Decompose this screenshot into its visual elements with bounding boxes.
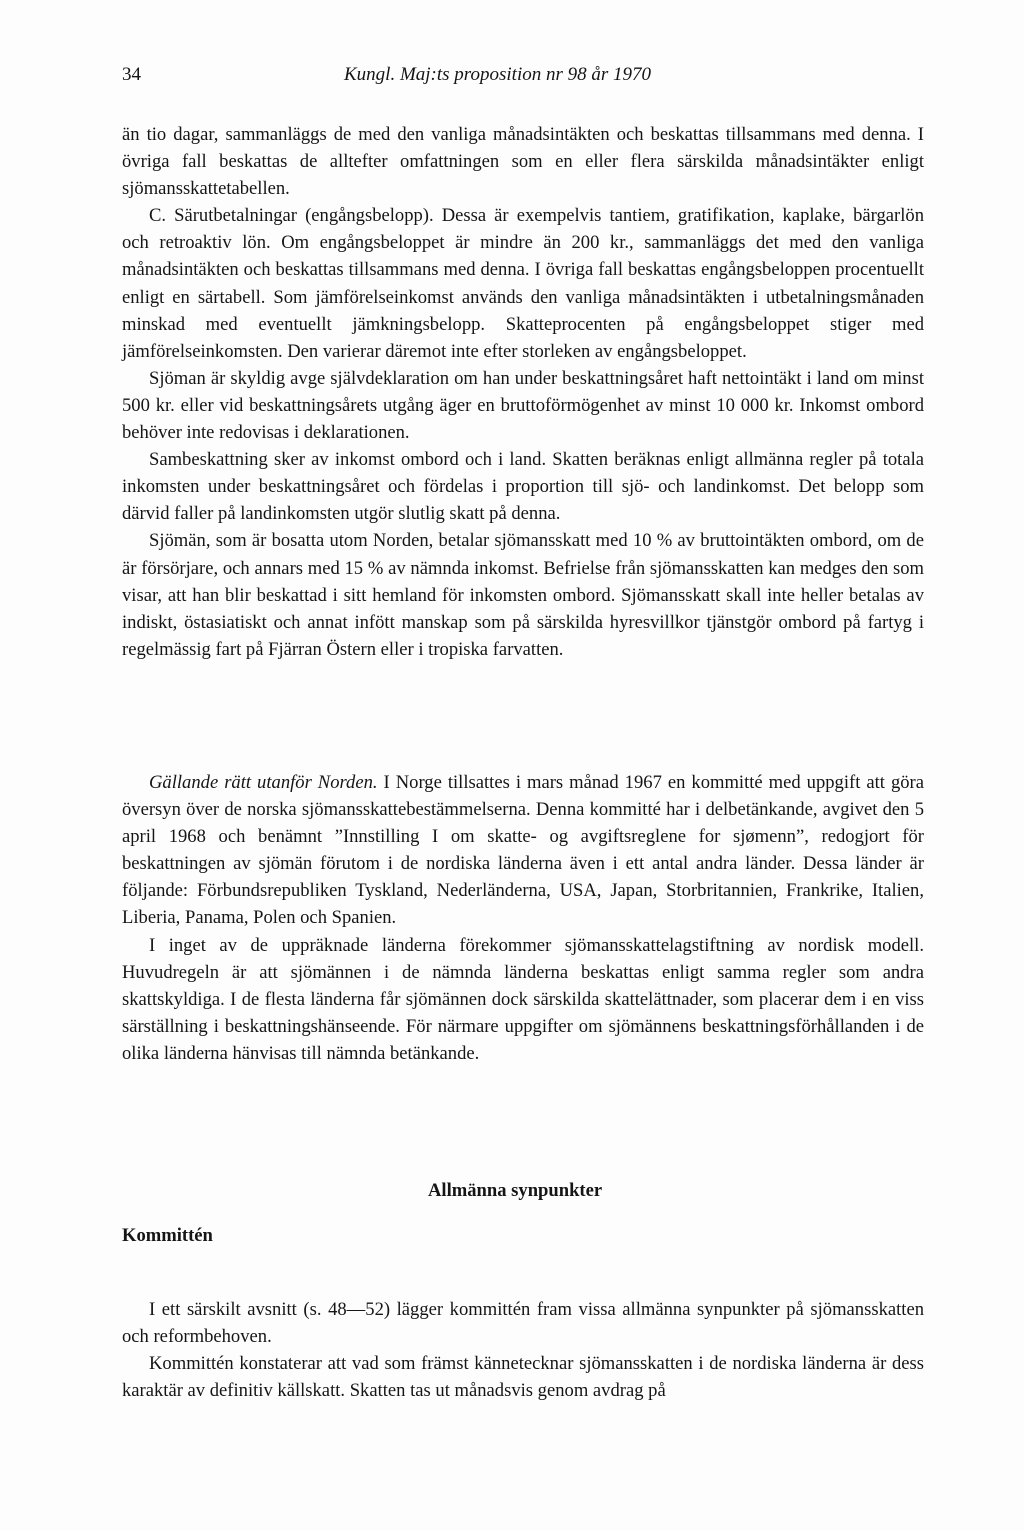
paragraph-text: I Norge tillsattes i mars månad 1967 en kommitté med uppgift att göra översyn över de norska sjömansskattebestämmelserna. Denna kommitté har i delbetänkande, avgivet den 5 april 1968 och benämnt ”Innstilling I om skatte- og avgiftsreglene for sjømenn”, redogjort för beskattningen av sjömän förutom i de nordiska länderna även i ett antal andra länder. Dessa länder är följande: Förbundsrepubliken Tyskland, Nederländerna, USA, Japan, Storbritannien, Frankrike, Italien, Liberia, Panama, Polen och Spanien. xyxy=(122,772,924,929)
paragraph xyxy=(122,769,924,932)
paragraph: I ett särskilt avsnitt (s. 48—52) lägger kommittén fram vissa allmänna synpunkter på sjömansskatten och reformbehoven. xyxy=(122,1299,924,1348)
italic-lead: Gällande rätt utanför Norden. xyxy=(149,772,378,793)
page-header xyxy=(122,64,922,92)
section-committee xyxy=(122,1296,924,1404)
paragraph: Sjömän, som är bosatta utom Norden, betalar sjömansskatt med 10 % av bruttointäkten ombord, om de är försörjare, och annars med 15 % av nämnda inkomst. Befrielse från sjömansskatten kan medges den som visar, att han blir beskattad i sitt hemland för inkomsten ombord. Sjömansskatt skall inte heller betalas av indiskt, östasiatiskt och annat infött manskap som på särskilda hyresvillkor tjänstgör ombord på fartyg i regelmässig fart på Fjärran Östern eller i tropiska farvatten. xyxy=(122,530,924,660)
paragraph: Sjöman är skyldig avge självdeklaration om han under beskattningsåret haft nettointäkt i land om minst 500 kr. eller vid beskattningsårets utgång äger en bruttoförmögenhet av minst 10 000 kr. Inkomst ombord behöver inte redovisas i deklarationen. xyxy=(122,367,924,444)
section-seaman-tax-rules xyxy=(122,121,924,663)
paragraph: Sambeskattning sker av inkomst ombord och i land. Skatten beräknas enligt allmänna regler på totala inkomsten under beskattningsåret och fördelas i proportion till sjö- och landinkomst. Det belopp som därvid faller på landinkomsten utgör slutlig skatt på denna. xyxy=(122,449,924,525)
running-title: Kungl. Maj:ts proposition nr 98 år 1970 xyxy=(344,64,652,85)
paragraph: än tio dagar, sammanläggs de med den vanliga månadsintäkten och beskattas tillsammans med denna. I övriga fall beskattas de alltefter omfattningen som en eller flera särskilda månadsintäkter enligt sjömansskattetabellen. xyxy=(122,124,924,200)
paragraph: C. Särutbetalningar (engångsbelopp). Dessa är exempelvis tantiem, gratifikation, kaplake, bärgarlön och retroaktiv lön. Om engångsbeloppet är mindre än 200 kr., sammanläggs det med den vanliga månadsintäkten och beskattas tillsammans med denna. I övriga fall beskattas engångsbeloppen procentuellt enligt en särtabell. Som jämförelseinkomst används den vanliga månadsintäkten i utbetalningsmånaden minskad med eventuellt jämkningsbelopp. Skatteprocenten på engångsbeloppet stiger med jämförelseinkomsten. Den varierar däremot inte efter storleken av engångsbeloppet. xyxy=(122,205,924,362)
side-heading: Kommittén xyxy=(122,1225,213,1246)
section-heading: Allmänna synpunkter xyxy=(428,1180,603,1201)
page-number: 34 xyxy=(122,64,141,85)
section-law-outside-nordic xyxy=(122,769,924,1067)
paragraph: Kommittén konstaterar att vad som främst kännetecknar sjömansskatten i de nordiska länderna är dess karaktär av definitiv källskatt. Skatten tas ut månadsvis genom avdrag på xyxy=(122,1353,924,1402)
paragraph: I inget av de uppräknade länderna förekommer sjömansskattelagstiftning av nordisk modell. Huvudregeln är att sjömännen i de nämnda länderna beskattas enligt samma regler som andra skattskyldiga. I de flesta länderna får sjömännen dock särskilda skattelättnader, som placerar dem i en viss särställning i beskattningshänseende. För närmare uppgifter om sjömännens beskattningsförhållanden i de olika länderna hänvisas till nämnda betänkande. xyxy=(122,934,924,1064)
